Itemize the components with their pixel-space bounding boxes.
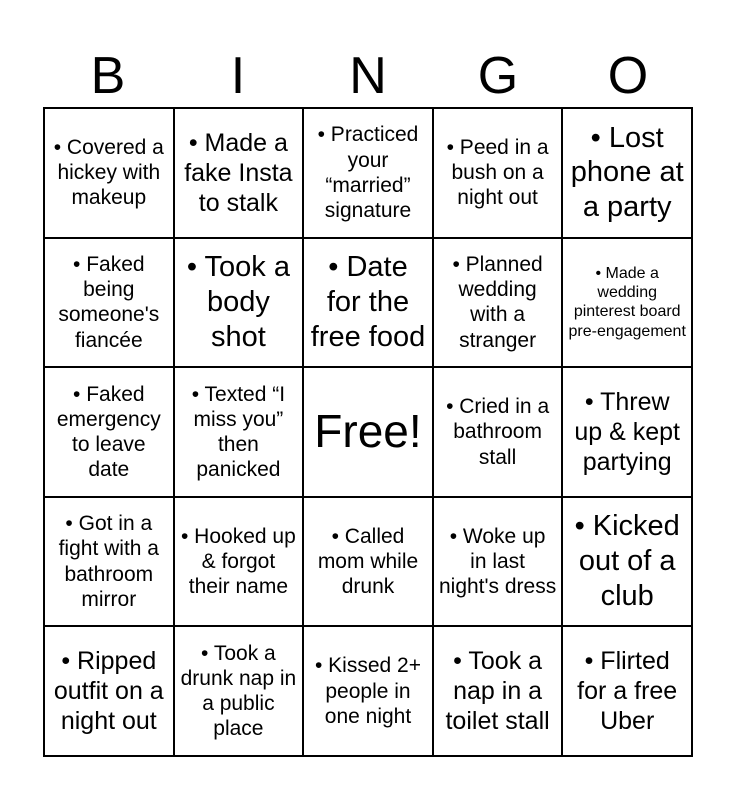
bingo-cell[interactable]: • Faked emergency to leave date (45, 368, 175, 498)
bingo-cell[interactable]: • Kissed 2+ people in one night (304, 627, 434, 757)
header-letter-b: B (90, 47, 126, 105)
bingo-cell[interactable]: • Lost phone at a party (563, 109, 693, 239)
bingo-cell[interactable]: • Woke up in last night's dress (434, 498, 564, 628)
bingo-cell[interactable]: • Kicked out of a club (563, 498, 693, 628)
bingo-cell[interactable]: • Texted “I miss you” then panicked (175, 368, 305, 498)
free-cell[interactable]: Free! (304, 368, 434, 498)
bingo-cell[interactable]: • Covered a hickey with makeup (45, 109, 175, 239)
bingo-cell[interactable]: • Threw up & kept partying (563, 368, 693, 498)
bingo-cell[interactable]: • Peed in a bush on a night out (434, 109, 564, 239)
header-letter-o: O (607, 47, 649, 105)
bingo-cell[interactable]: • Made a wedding pinterest board pre-engagement (563, 239, 693, 369)
bingo-cell[interactable]: • Took a drunk nap in a public place (175, 627, 305, 757)
header-letter-i: I (230, 47, 246, 105)
bingo-cell[interactable]: • Faked being someone's fiancée (45, 239, 175, 369)
bingo-cell[interactable]: • Made a fake Insta to stalk (175, 109, 305, 239)
bingo-grid (43, 107, 693, 757)
bingo-cell[interactable]: • Date for the free food (304, 239, 434, 369)
bingo-cell[interactable]: • Hooked up & forgot their name (175, 498, 305, 628)
header-letter-n: N (349, 47, 387, 105)
bingo-cell[interactable]: • Took a body shot (175, 239, 305, 369)
bingo-cell[interactable]: • Took a nap in a toilet stall (434, 627, 564, 757)
bingo-cell[interactable]: • Cried in a bathroom stall (434, 368, 564, 498)
bingo-header (43, 44, 693, 108)
bingo-cell[interactable]: • Practiced your “married” signature (304, 109, 434, 239)
bingo-cell[interactable]: • Got in a fight with a bathroom mirror (45, 498, 175, 628)
bingo-cell[interactable]: • Planned wedding with a stranger (434, 239, 564, 369)
bingo-cell[interactable]: • Called mom while drunk (304, 498, 434, 628)
header-letter-g: G (477, 47, 519, 105)
bingo-cell[interactable]: • Flirted for a free Uber (563, 627, 693, 757)
bingo-cell[interactable]: • Ripped outfit on a night out (45, 627, 175, 757)
